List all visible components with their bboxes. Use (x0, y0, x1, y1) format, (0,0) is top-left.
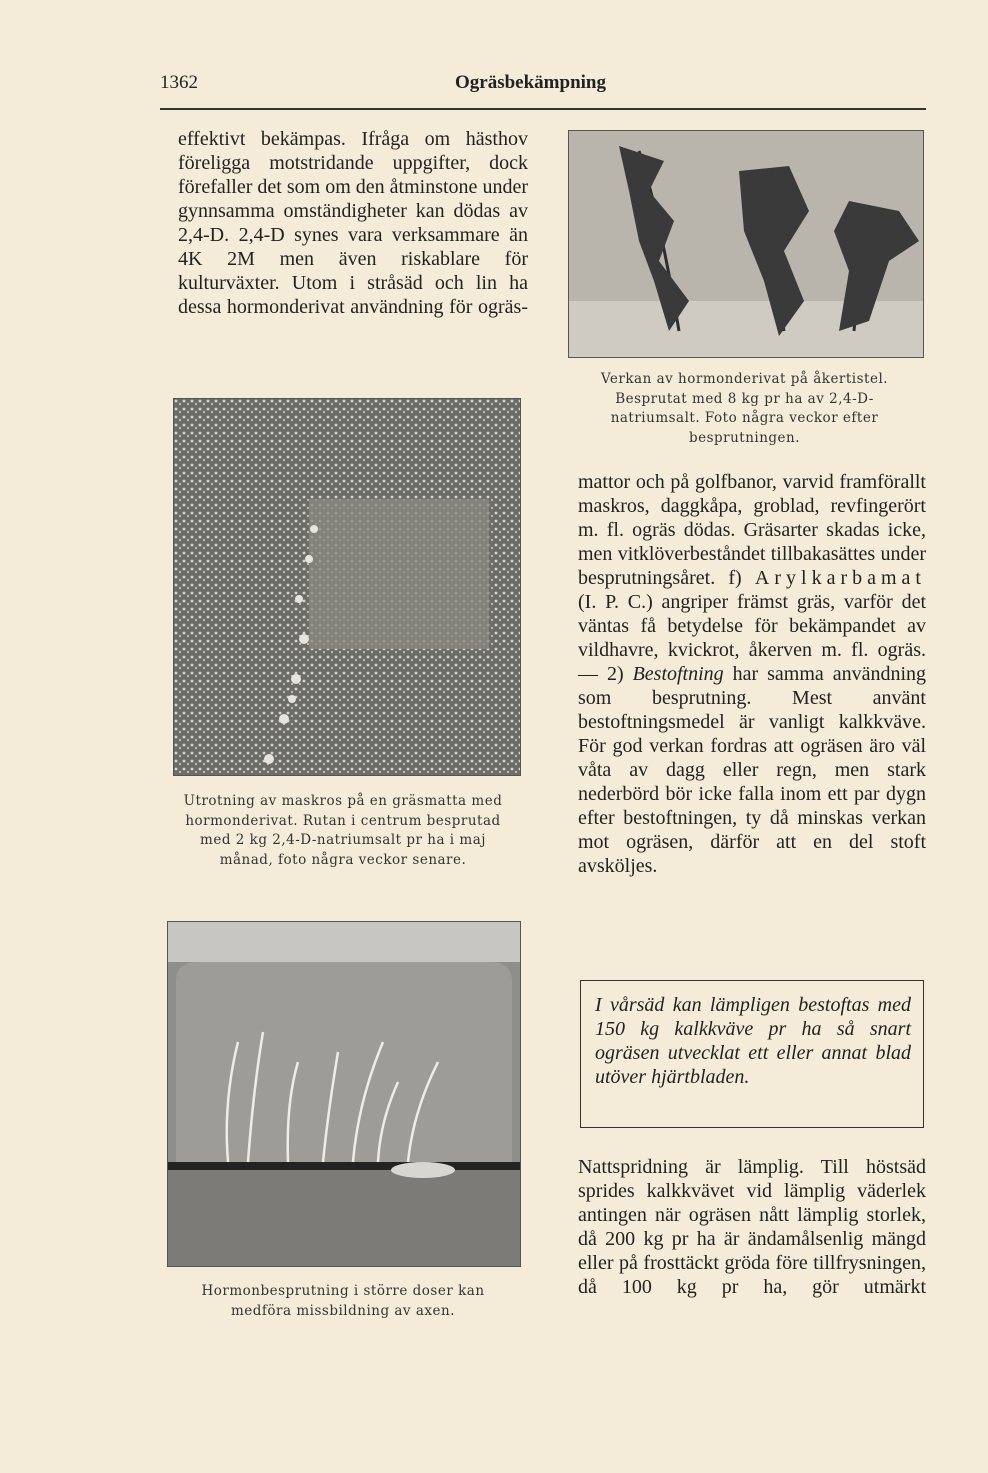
boxed-note-text: I vårsäd kan lämpligen bestoftas med 150 kg kalkkväve pr ha så snart ogräsen utvecklat ett eller annat blad utöver hjärtbladen. (595, 994, 911, 1088)
right-paragraph-2-end: har samma användning som besprutning. Mest använt bestoftningsmedel är vanligt kalkkväve. För god verkan fordras att ogräsen äro väl våta av dagg eller regn, men stark nederbörd bör icke falla inom ett par dygn efter bestoftningen, ty då minskas verkan mot ogräsen, därför att en del stoft avsköljes. (578, 663, 927, 877)
running-head: Ogräsbekämpning (455, 72, 606, 93)
lawn-caption: Utrotning av maskros på en gräsmatta med hormonderivat. Rutan i centrum besprutad med 2 kg 2,4-D-natriumsalt pr ha i maj månad, foto några veckor senare. (183, 793, 503, 868)
arylkarbamat-term: Arylkarbamat (754, 567, 926, 589)
thistle-photo (568, 130, 924, 358)
right-paragraph-2 (578, 470, 926, 878)
page-number: 1362 (160, 72, 198, 93)
thistle-caption: Verkan av hormonderivat på åkertistel. Besprutat med 8 kg pr ha av 2,4-D-natriumsalt. Foto några veckor efter besprutningen. (600, 371, 889, 446)
lawn-photo (173, 398, 521, 776)
boxed-note (580, 980, 924, 1128)
header-rule (160, 108, 926, 110)
ears-photo (167, 921, 521, 1267)
right-paragraph-2-mid: (I. P. C.) angriper främst gräs, varför det väntas få betydelse för bekämpandet av vildhavre, kvickrot, åkerven m. fl. ogräs. — 2) (578, 591, 926, 685)
ears-caption: Hormonbesprutning i större doser kan medföra missbildning av axen. (201, 1283, 485, 1319)
right-paragraph-3: Nattspridning är lämplig. Till höstsäd sprides kalkkvävet vid lämplig väderlek antingen när ogräsen nått lämplig storlek, då 200 kg pr ha är ändamålsenlig mängd eller på frosttäckt gröda före tillfrysningen, då 100 kg pr ha, gör utmärkt (578, 1156, 926, 1298)
bestoftning-term: Bestoftning (632, 663, 724, 685)
right-paragraph-2-start: mattor och på golfbanor, varvid framförallt maskros, daggkåpa, groblad, revfingerört m. fl. ogräs dödas. Gräsarter skadas icke, men vitklöverbeståndet tillbakasättes under besprutningsåret. f) (578, 471, 926, 589)
left-paragraph-1: effektivt bekämpas. Ifråga om hästhov föreligga motstridande uppgifter, dock förefaller det som om den åtminstone under gynnsamma omständigheter kan dödas av 2,4-D. 2,4-D synes vara verksammare än 4K 2M men även riskablare för kulturväxter. Utom i stråsäd och lin ha dessa hormonderivat användning för ogräs- (178, 128, 528, 318)
